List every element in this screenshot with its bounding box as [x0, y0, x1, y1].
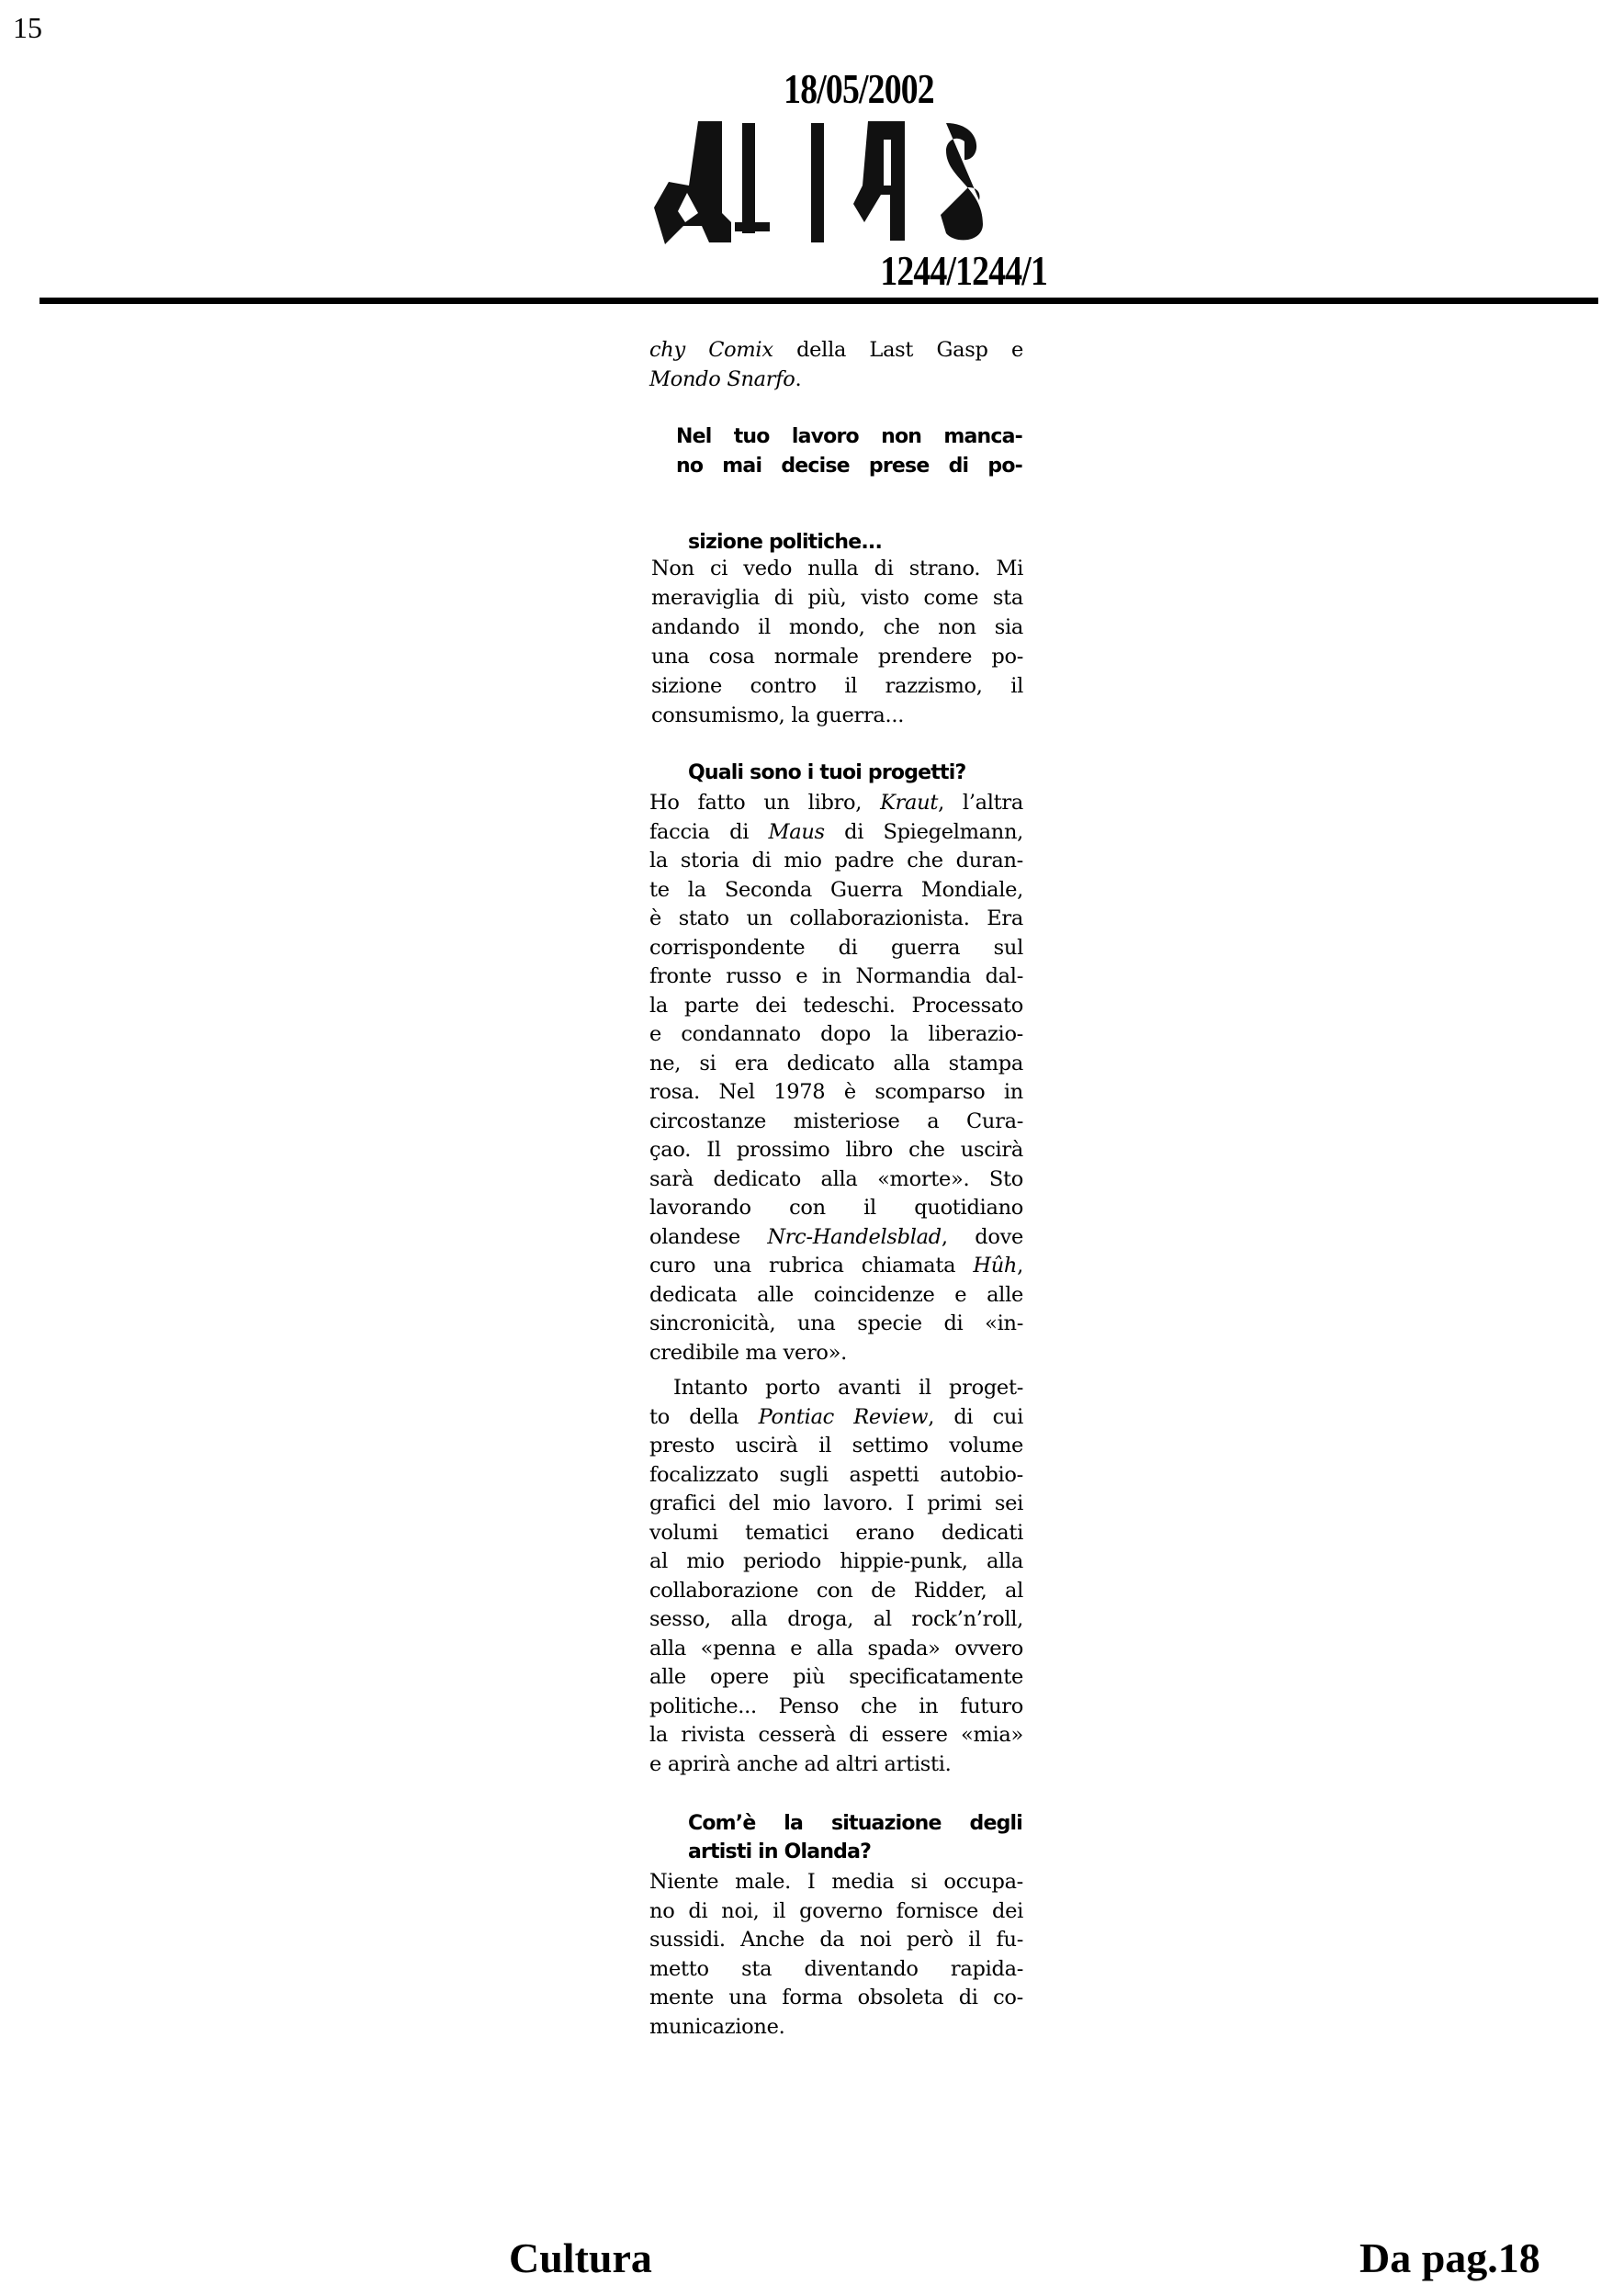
text-segment: e aprirà anche ad altri artisti. — [649, 1751, 952, 1776]
question-line — [688, 1839, 1022, 1866]
body-text-line — [649, 847, 1023, 874]
body-text-line — [651, 584, 1023, 612]
text-segment: municazione. — [649, 2014, 785, 2039]
text-segment: e condannato dopo la liberazio- — [649, 1022, 1023, 1046]
text-segment: fronte russo e in Normandia dal- — [649, 964, 1023, 988]
text-segment: la rivista cesserà di essere «mia» — [649, 1723, 1023, 1747]
body-text-line — [649, 2013, 1023, 2041]
text-segment: artisti in Olanda? — [688, 1840, 872, 1863]
body-text-line — [651, 672, 1023, 700]
question-line — [676, 423, 1022, 451]
body-text-line — [649, 1078, 1023, 1106]
section-label: Cultura — [509, 2234, 652, 2281]
text-segment: dedicata alle coincidenze e alle — [649, 1282, 1023, 1307]
body-text-line — [649, 934, 1023, 962]
body-text-line — [649, 1663, 1023, 1691]
page-number: 15 — [13, 11, 42, 44]
body-text-line — [649, 1721, 1023, 1749]
text-segment: sarà dedicato alla «morte». Sto — [649, 1166, 1023, 1191]
body-text-line — [649, 789, 1023, 816]
text-segment: mente una forma obsoleta di co- — [649, 1986, 1023, 2009]
text-segment: la storia di mio padre che duran- — [649, 849, 1023, 872]
body-text-line — [649, 1897, 1023, 1925]
text-segment: to della — [649, 1404, 759, 1429]
text-segment: la parte dei tedeschi. Processato — [649, 993, 1023, 1018]
article-code: 1244/1244/1 — [880, 247, 1047, 294]
text-segment: Nel tuo lavoro non manca- — [676, 425, 1022, 448]
publication-date: 18/05/2002 — [784, 65, 934, 112]
body-text-line — [649, 1955, 1023, 1983]
text-segment: collaborazione con de Ridder, al — [649, 1578, 1023, 1603]
text-segment: grafici del mio lavoro. I primi sei — [649, 1491, 1023, 1515]
text-segment: te la Seconda Guerra Mondiale, — [649, 877, 1023, 902]
text-segment: Non ci vedo nulla di strano. Mi — [651, 557, 1023, 580]
body-text-line — [651, 613, 1023, 641]
body-text-line — [649, 1750, 1023, 1778]
text-segment: rosa. Nel 1978 è scomparso in — [649, 1080, 1023, 1104]
body-text-line — [651, 555, 1023, 582]
text-segment: consumismo, la guerra... — [651, 703, 905, 727]
text-segment: Com’è la situazione degli — [688, 1812, 1022, 1835]
question-line — [688, 1810, 1022, 1838]
body-text-line — [649, 1223, 1023, 1251]
body-text-line — [649, 1519, 1023, 1547]
text-segment: . — [795, 367, 802, 391]
text-segment: della Last Gasp e — [773, 338, 1023, 362]
text-segment: no mai decise prese di po- — [676, 455, 1022, 478]
text-segment: Quali sono i tuoi progetti? — [688, 761, 966, 784]
body-text-line — [649, 1577, 1023, 1604]
body-text-line — [649, 1136, 1023, 1164]
text-segment: Ho fatto un libro, — [649, 791, 881, 815]
italic-title: Maus — [768, 819, 825, 844]
body-text-line — [649, 992, 1023, 1019]
text-segment: sincronicità, una specie di «in- — [649, 1311, 1023, 1335]
text-segment: sizione contro il razzismo, il — [651, 674, 1023, 698]
body-text-line — [649, 1050, 1023, 1077]
text-segment: , dove — [941, 1224, 1023, 1249]
body-text-line — [673, 1374, 1023, 1401]
text-segment: ne, si era dedicato alla stampa — [649, 1051, 1023, 1075]
question-line — [688, 760, 1019, 787]
question-line — [688, 529, 1022, 557]
body-text-line — [649, 1605, 1023, 1633]
body-text-line — [649, 905, 1023, 932]
body-text-line — [649, 1693, 1023, 1720]
body-text-line — [649, 336, 1023, 364]
body-text-line — [649, 1108, 1023, 1135]
text-segment: credibile ma vero». — [649, 1340, 847, 1365]
body-text-line — [649, 1310, 1023, 1337]
body-text-line — [649, 1926, 1023, 1953]
text-segment: curo una rubrica chiamata — [649, 1254, 974, 1277]
body-text-line — [649, 1165, 1023, 1193]
body-text-line — [649, 1432, 1023, 1459]
text-segment: corrispondente di guerra sul — [649, 935, 1023, 960]
body-text-line — [649, 818, 1023, 846]
italic-title: Hûh — [973, 1254, 1018, 1277]
body-text-line — [649, 876, 1023, 904]
body-text-line — [649, 1339, 1023, 1367]
text-segment: andando il mondo, che non sia — [651, 615, 1023, 639]
body-text-line — [649, 1281, 1023, 1309]
text-segment: presto uscirà il settimo volume — [649, 1434, 1023, 1458]
text-segment: sesso, alla droga, al rock’n’roll, — [649, 1607, 1023, 1631]
body-text-line — [649, 1194, 1023, 1221]
body-text-line — [649, 1868, 1023, 1896]
text-segment: alla «penna e alla spada» ovvero — [649, 1636, 1023, 1660]
italic-title: Pontiac Review — [758, 1404, 929, 1429]
text-segment: politiche... Penso che in futuro — [649, 1694, 1023, 1718]
text-segment: olandese — [649, 1224, 768, 1249]
text-segment: , di cui — [928, 1404, 1023, 1429]
text-segment: çao. Il prossimo libro che uscirà — [649, 1138, 1023, 1162]
body-text-line — [649, 1548, 1023, 1575]
body-text-line — [649, 1490, 1023, 1517]
body-text-line — [649, 1403, 1023, 1431]
text-segment: sussidi. Anche da noi però il fu- — [649, 1928, 1023, 1952]
body-text-line — [649, 1984, 1023, 2011]
page-reference: Da pag.18 — [1359, 2234, 1540, 2281]
body-text-line — [649, 366, 1023, 393]
text-segment: al mio periodo hippie-punk, alla — [649, 1549, 1023, 1573]
text-segment: Intanto porto avanti il proget- — [673, 1376, 1023, 1400]
body-text-line — [649, 1461, 1023, 1489]
body-text-line — [651, 643, 1023, 670]
text-segment: faccia di — [649, 819, 769, 844]
text-segment: è stato un collaborazionista. Era — [649, 906, 1023, 930]
text-segment: circostanze misteriose a Cura- — [649, 1109, 1023, 1133]
body-text-line — [649, 1252, 1023, 1279]
question-line — [676, 453, 1022, 480]
header-rule — [39, 298, 1598, 304]
text-segment: sizione politiche... — [688, 531, 883, 554]
text-segment: una cosa normale prendere po- — [651, 645, 1023, 669]
text-segment: di Spiegelmann, — [824, 819, 1023, 844]
italic-title: chy Comix — [649, 338, 773, 362]
italic-title: Mondo Snarfo — [649, 367, 795, 391]
text-segment: Niente male. I media si occupa- — [649, 1870, 1023, 1894]
text-segment: no di noi, il governo fornisce dei — [649, 1898, 1023, 1923]
body-text-line — [649, 962, 1023, 990]
text-segment: focalizzato sugli aspetti autobio- — [649, 1462, 1023, 1487]
alias-logo — [643, 103, 1038, 250]
text-segment: lavorando con il quotidiano — [649, 1196, 1023, 1220]
body-text-line — [651, 702, 1023, 729]
text-segment: , — [1017, 1254, 1023, 1277]
text-segment: metto sta diventando rapida- — [649, 1956, 1023, 1981]
italic-title: Kraut — [880, 791, 939, 815]
body-text-line — [649, 1020, 1023, 1048]
text-segment: , l’altra — [938, 791, 1023, 815]
text-segment: volumi tematici erano dedicati — [649, 1520, 1023, 1545]
body-text-line — [649, 1635, 1023, 1662]
text-segment: meraviglia di più, visto come sta — [651, 586, 1023, 610]
italic-title: Nrc-Handelsblad — [767, 1224, 942, 1249]
text-segment: alle opere più specificatamente — [649, 1665, 1023, 1689]
